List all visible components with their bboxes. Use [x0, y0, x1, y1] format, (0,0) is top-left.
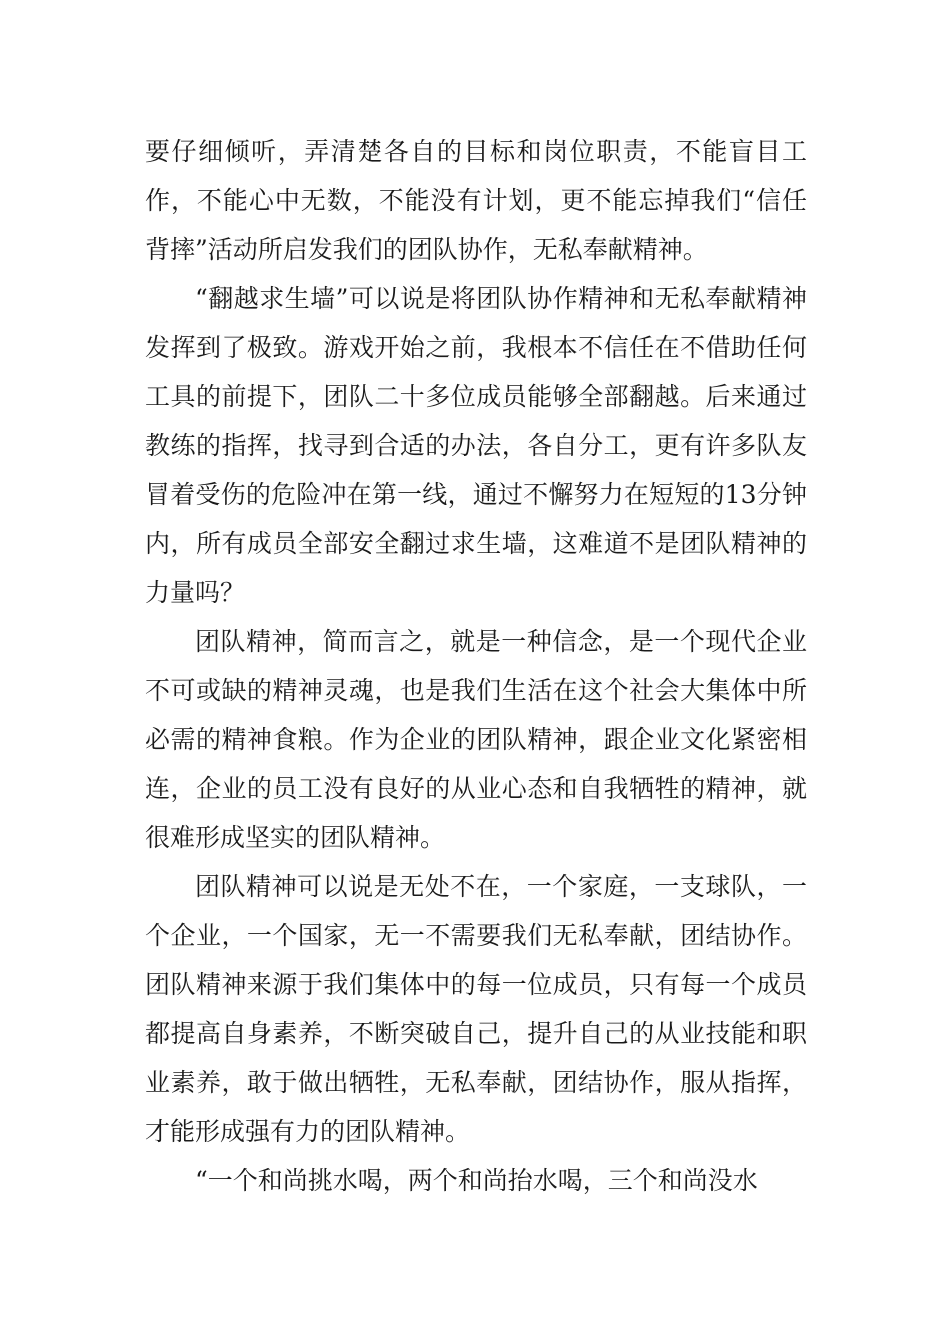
document-body [145, 127, 807, 1205]
paragraph-3: 团队精神，简而言之，就是一种信念，是一个现代企业不可或缺的精神灵魂，也是我们生活在这个社会大集体中所必需的精神食粮。作为企业的团队精神，跟企业文化紧密相连，企业的员工没有良好的从业心态和自我牺牲的精神，就很难形成坚实的团队精神。 [145, 627, 807, 852]
paragraph-1: 要仔细倾听，弄清楚各自的目标和岗位职责，不能盲目工作，不能心中无数，不能没有计划，更不能忘掉我们“信任背摔”活动所启发我们的团队协作，无私奉献精神。 [145, 137, 807, 264]
paragraph-2: “翻越求生墙”可以说是将团队协作精神和无私奉献精神发挥到了极致。游戏开始之前，我根本不信任在不借助任何工具的前提下，团队二十多位成员能够全部翻越。后来通过教练的指挥，找寻到合适的办法，各自分工，更有许多队友冒着受伤的危险冲在第一线，通过不懈努力在短短的13分钟内，所有成员全部安全翻过求生墙，这难道不是团队精神的力量吗？ [145, 284, 807, 607]
paragraph-4: 团队精神可以说是无处不在，一个家庭，一支球队，一个企业，一个国家，无一不需要我们无私奉献，团结协作。团队精神来源于我们集体中的每一位成员，只有每一个成员都提高自身素养，不断突破自己，提升自己的从业技能和职业素养，敢于做出牺牲，无私奉献，团结协作，服从指挥，才能形成强有力的团队精神。 [145, 872, 807, 1146]
paragraph-5: “一个和尚挑水喝，两个和尚抬水喝，三个和尚没水 [195, 1166, 758, 1195]
